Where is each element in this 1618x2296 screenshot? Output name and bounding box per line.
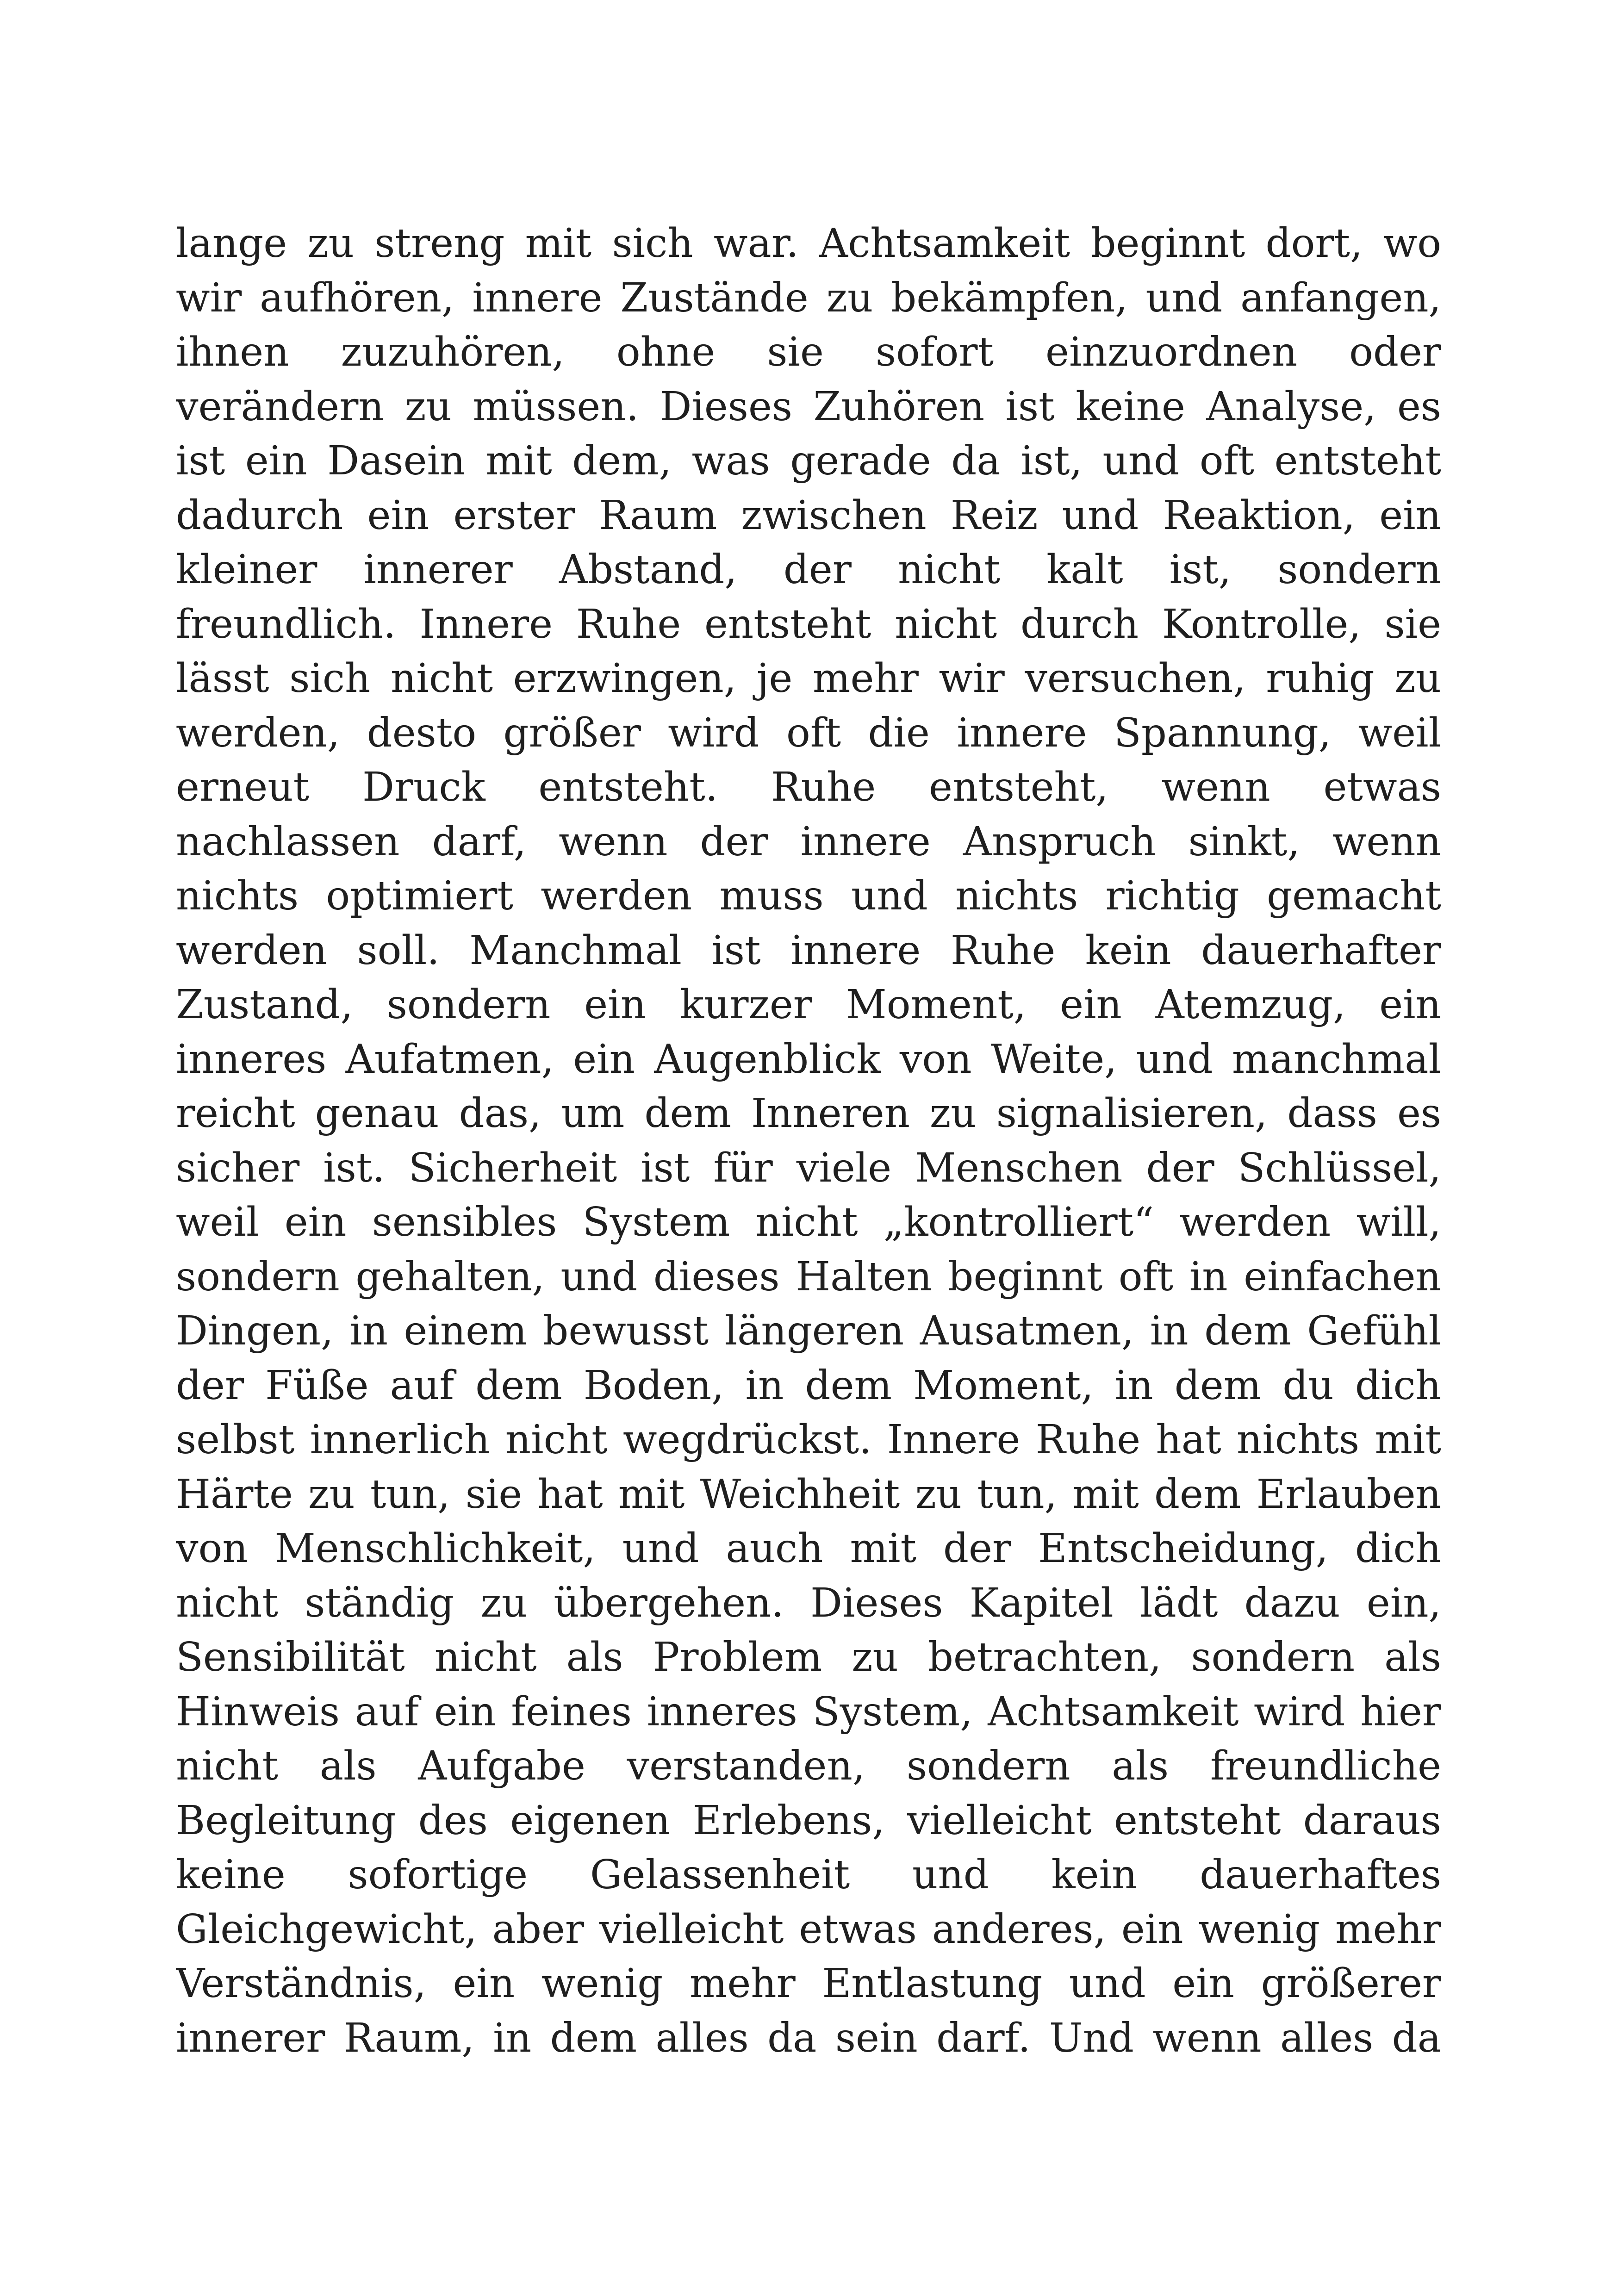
text-line: Begleitung des eigenen Erlebens, vielleicht entsteht daraus — [176, 1797, 1441, 1844]
text-line: Verständnis, ein wenig mehr Entlastung und ein größerer — [176, 1960, 1441, 2007]
text-line: Hinweis auf ein feines inneres System, Achtsamkeit wird hier — [176, 1688, 1441, 1735]
text-line: weil ein sensibles System nicht „kontrolliert“ werden will, — [176, 1199, 1441, 1245]
text-line: Zustand, sondern ein kurzer Moment, ein Atemzug, ein — [176, 982, 1441, 1028]
text-line: von Menschlichkeit, und auch mit der Entscheidung, dich — [176, 1525, 1441, 1572]
text-line: erneut Druck entsteht. Ruhe entsteht, wenn etwas — [176, 764, 1441, 810]
text-line: ist ein Dasein mit dem, was gerade da ist, und oft entsteht — [176, 438, 1441, 484]
text-line: sicher ist. Sicherheit ist für viele Menschen der Schlüssel, — [176, 1145, 1441, 1191]
text-line: dadurch ein erster Raum zwischen Reiz und Reaktion, ein — [176, 492, 1441, 539]
text-line: kleiner innerer Abstand, der nicht kalt ist, sondern — [176, 547, 1441, 593]
text-line: innerer Raum, in dem alles da sein darf. Und wenn alles da — [176, 2015, 1441, 2061]
text-line: verändern zu müssen. Dieses Zuhören ist keine Analyse, es — [176, 383, 1441, 430]
text-line: werden soll. Manchmal ist innere Ruhe kein dauerhafter — [176, 927, 1441, 974]
text-line: werden, desto größer wird oft die innere Spannung, weil — [176, 709, 1441, 756]
text-line: nachlassen darf, wenn der innere Anspruch sinkt, wenn — [176, 818, 1441, 865]
text-line: Gleichgewicht, aber vielleicht etwas anderes, ein wenig mehr — [176, 1906, 1441, 1953]
body-text — [176, 217, 1441, 2066]
text-line: lange zu streng mit sich war. Achtsamkeit beginnt dort, wo — [176, 220, 1441, 267]
text-line: der Füße auf dem Boden, in dem Moment, in dem du dich — [176, 1362, 1441, 1409]
text-line: Sensibilität nicht als Problem zu betrachten, sondern als — [176, 1634, 1441, 1680]
text-line: nicht ständig zu übergehen. Dieses Kapitel lädt dazu ein, — [176, 1580, 1441, 1626]
text-line: Dingen, in einem bewusst längeren Ausatmen, in dem Gefühl — [176, 1308, 1441, 1354]
text-line: nichts optimiert werden muss und nichts richtig gemacht — [176, 873, 1441, 919]
text-line: wir aufhören, innere Zustände zu bekämpfen, und anfangen, — [176, 274, 1441, 321]
text-line: nicht als Aufgabe verstanden, sondern als freundliche — [176, 1743, 1441, 1789]
text-line: reicht genau das, um dem Inneren zu signalisieren, dass es — [176, 1090, 1441, 1137]
text-line: ihnen zuzuhören, ohne sie sofort einzuordnen oder — [176, 329, 1441, 375]
text-line: lässt sich nicht erzwingen, je mehr wir versuchen, ruhig zu — [176, 655, 1441, 702]
text-line: selbst innerlich nicht wegdrückst. Innere Ruhe hat nichts mit — [176, 1417, 1441, 1463]
text-line: freundlich. Innere Ruhe entsteht nicht durch Kontrolle, sie — [176, 601, 1441, 647]
text-line: sondern gehalten, und dieses Halten beginnt oft in einfachen — [176, 1253, 1441, 1300]
text-line: keine sofortige Gelassenheit und kein dauerhaftes — [176, 1852, 1441, 1898]
text-line: inneres Aufatmen, ein Augenblick von Weite, und manchmal — [176, 1036, 1441, 1083]
text-line: Härte zu tun, sie hat mit Weichheit zu tun, mit dem Erlauben — [176, 1471, 1441, 1518]
